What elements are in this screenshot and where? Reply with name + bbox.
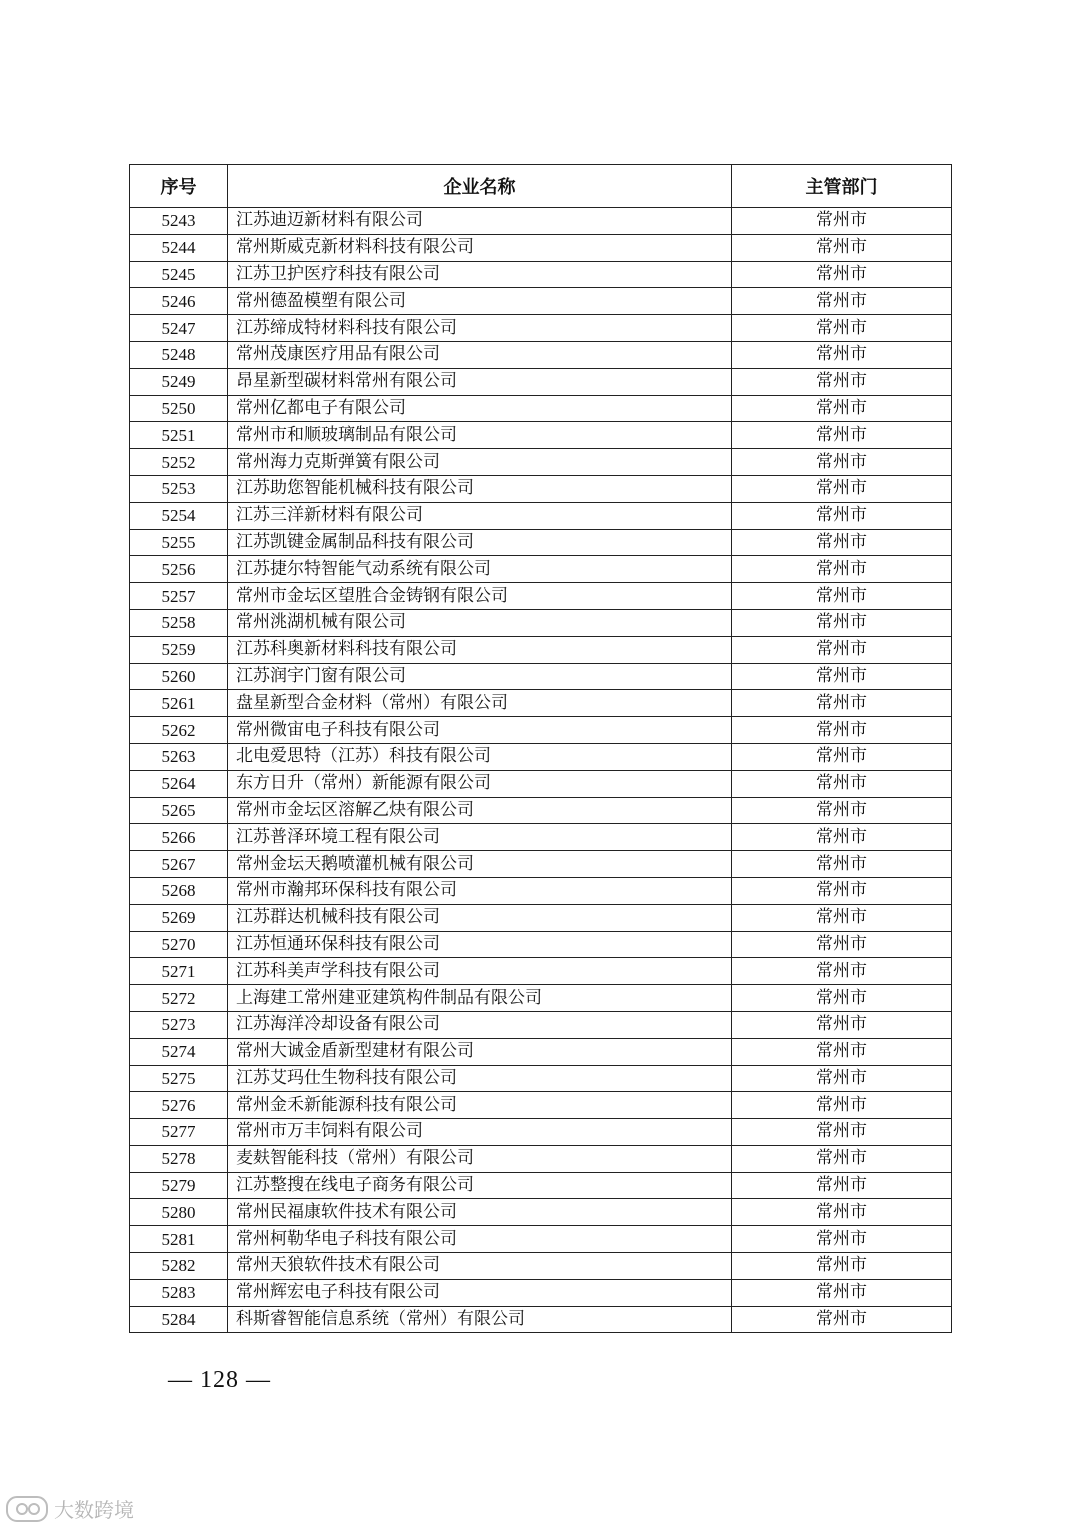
table-row xyxy=(130,958,952,985)
row-serial-number: 5276 xyxy=(130,1092,228,1119)
table-row xyxy=(130,502,952,529)
table-row xyxy=(130,904,952,931)
row-serial-number: 5262 xyxy=(130,717,228,744)
header-department: 主管部门 xyxy=(732,165,952,208)
table-row xyxy=(130,1253,952,1280)
row-department: 常州市 xyxy=(732,636,952,663)
row-department: 常州市 xyxy=(732,1226,952,1253)
table-body xyxy=(130,208,952,1333)
table-row xyxy=(130,609,952,636)
table-row xyxy=(130,824,952,851)
table-row xyxy=(130,1119,952,1146)
row-company-name: 常州金禾新能源科技有限公司 xyxy=(228,1092,732,1119)
row-department: 常州市 xyxy=(732,288,952,315)
table-row xyxy=(130,1011,952,1038)
row-serial-number: 5247 xyxy=(130,315,228,342)
row-department: 常州市 xyxy=(732,1065,952,1092)
row-company-name: 江苏普泽环境工程有限公司 xyxy=(228,824,732,851)
row-serial-number: 5255 xyxy=(130,529,228,556)
row-company-name: 江苏科美声学科技有限公司 xyxy=(228,958,732,985)
table-row xyxy=(130,797,952,824)
row-company-name: 江苏群达机械科技有限公司 xyxy=(228,904,732,931)
row-serial-number: 5263 xyxy=(130,743,228,770)
table-row xyxy=(130,931,952,958)
row-department: 常州市 xyxy=(732,261,952,288)
row-serial-number: 5260 xyxy=(130,663,228,690)
row-department: 常州市 xyxy=(732,824,952,851)
row-department: 常州市 xyxy=(732,208,952,235)
row-company-name: 江苏润宇门窗有限公司 xyxy=(228,663,732,690)
enterprise-table xyxy=(129,164,952,1333)
table-row xyxy=(130,663,952,690)
row-department: 常州市 xyxy=(732,770,952,797)
table-row xyxy=(130,717,952,744)
header-serial-number: 序号 xyxy=(130,165,228,208)
row-company-name: 江苏科奥新材料科技有限公司 xyxy=(228,636,732,663)
row-department: 常州市 xyxy=(732,797,952,824)
row-company-name: 常州洮湖机械有限公司 xyxy=(228,609,732,636)
row-department: 常州市 xyxy=(732,663,952,690)
row-department: 常州市 xyxy=(732,1172,952,1199)
row-company-name: 江苏整搜在线电子商务有限公司 xyxy=(228,1172,732,1199)
row-department: 常州市 xyxy=(732,1145,952,1172)
row-company-name: 常州亿都电子有限公司 xyxy=(228,395,732,422)
row-company-name: 常州斯威克新材料科技有限公司 xyxy=(228,234,732,261)
row-company-name: 常州市瀚邦环保科技有限公司 xyxy=(228,877,732,904)
row-department: 常州市 xyxy=(732,556,952,583)
row-serial-number: 5246 xyxy=(130,288,228,315)
table-row xyxy=(130,1038,952,1065)
row-company-name: 常州市万丰饲料有限公司 xyxy=(228,1119,732,1146)
row-company-name: 昂星新型碳材料常州有限公司 xyxy=(228,368,732,395)
row-department: 常州市 xyxy=(732,583,952,610)
row-department: 常州市 xyxy=(732,1306,952,1333)
row-department: 常州市 xyxy=(732,958,952,985)
row-company-name: 江苏恒通环保科技有限公司 xyxy=(228,931,732,958)
row-company-name: 常州民福康软件技术有限公司 xyxy=(228,1199,732,1226)
row-department: 常州市 xyxy=(732,1253,952,1280)
row-department: 常州市 xyxy=(732,851,952,878)
table-row xyxy=(130,234,952,261)
row-serial-number: 5269 xyxy=(130,904,228,931)
table-row xyxy=(130,1172,952,1199)
row-serial-number: 5274 xyxy=(130,1038,228,1065)
table-row xyxy=(130,288,952,315)
table-row xyxy=(130,851,952,878)
row-company-name: 常州市金坛区望胜合金铸钢有限公司 xyxy=(228,583,732,610)
table-row xyxy=(130,449,952,476)
row-serial-number: 5280 xyxy=(130,1199,228,1226)
table-row xyxy=(130,877,952,904)
row-department: 常州市 xyxy=(732,690,952,717)
row-serial-number: 5249 xyxy=(130,368,228,395)
row-company-name: 江苏艾玛仕生物科技有限公司 xyxy=(228,1065,732,1092)
table-row xyxy=(130,395,952,422)
row-company-name: 常州大诚金盾新型建材有限公司 xyxy=(228,1038,732,1065)
row-company-name: 常州天狼软件技术有限公司 xyxy=(228,1253,732,1280)
table-row xyxy=(130,341,952,368)
table-row xyxy=(130,690,952,717)
row-serial-number: 5268 xyxy=(130,877,228,904)
table-row xyxy=(130,1145,952,1172)
row-serial-number: 5283 xyxy=(130,1279,228,1306)
table-row xyxy=(130,556,952,583)
row-serial-number: 5251 xyxy=(130,422,228,449)
row-serial-number: 5250 xyxy=(130,395,228,422)
row-company-name: 科斯睿智能信息系统（常州）有限公司 xyxy=(228,1306,732,1333)
row-department: 常州市 xyxy=(732,475,952,502)
row-serial-number: 5273 xyxy=(130,1011,228,1038)
row-department: 常州市 xyxy=(732,904,952,931)
row-department: 常州市 xyxy=(732,449,952,476)
row-serial-number: 5265 xyxy=(130,797,228,824)
row-company-name: 常州德盈模塑有限公司 xyxy=(228,288,732,315)
page-number: — 128 — xyxy=(168,1367,271,1393)
row-department: 常州市 xyxy=(732,315,952,342)
row-serial-number: 5252 xyxy=(130,449,228,476)
watermark-logo-icon xyxy=(6,1496,48,1522)
table-row xyxy=(130,1092,952,1119)
row-serial-number: 5270 xyxy=(130,931,228,958)
row-department: 常州市 xyxy=(732,743,952,770)
table-row xyxy=(130,1306,952,1333)
row-department: 常州市 xyxy=(732,341,952,368)
row-serial-number: 5281 xyxy=(130,1226,228,1253)
table-row xyxy=(130,1226,952,1253)
row-serial-number: 5245 xyxy=(130,261,228,288)
header-company-name: 企业名称 xyxy=(228,165,732,208)
row-department: 常州市 xyxy=(732,234,952,261)
row-company-name: 江苏海洋冷却设备有限公司 xyxy=(228,1011,732,1038)
row-serial-number: 5248 xyxy=(130,341,228,368)
table-row xyxy=(130,1279,952,1306)
row-department: 常州市 xyxy=(732,395,952,422)
row-department: 常州市 xyxy=(732,502,952,529)
row-department: 常州市 xyxy=(732,985,952,1012)
row-company-name: 江苏捷尔特智能气动系统有限公司 xyxy=(228,556,732,583)
row-department: 常州市 xyxy=(732,1092,952,1119)
watermark xyxy=(6,1494,134,1523)
row-serial-number: 5243 xyxy=(130,208,228,235)
row-serial-number: 5277 xyxy=(130,1119,228,1146)
row-company-name: 江苏卫护医疗科技有限公司 xyxy=(228,261,732,288)
row-department: 常州市 xyxy=(732,1011,952,1038)
table-row xyxy=(130,529,952,556)
row-department: 常州市 xyxy=(732,1038,952,1065)
row-serial-number: 5275 xyxy=(130,1065,228,1092)
table-row xyxy=(130,475,952,502)
row-serial-number: 5258 xyxy=(130,609,228,636)
row-company-name: 常州市金坛区溶解乙炔有限公司 xyxy=(228,797,732,824)
row-company-name: 江苏三洋新材料有限公司 xyxy=(228,502,732,529)
row-serial-number: 5264 xyxy=(130,770,228,797)
row-serial-number: 5272 xyxy=(130,985,228,1012)
row-company-name: 常州金坛天鹅喷灌机械有限公司 xyxy=(228,851,732,878)
row-company-name: 常州微宙电子科技有限公司 xyxy=(228,717,732,744)
row-serial-number: 5271 xyxy=(130,958,228,985)
row-serial-number: 5261 xyxy=(130,690,228,717)
row-department: 常州市 xyxy=(732,368,952,395)
row-company-name: 常州海力克斯弹簧有限公司 xyxy=(228,449,732,476)
table-row xyxy=(130,261,952,288)
row-department: 常州市 xyxy=(732,877,952,904)
row-department: 常州市 xyxy=(732,1199,952,1226)
watermark-text: 大数跨境 xyxy=(54,1498,134,1522)
row-company-name: 北电爱思特（江苏）科技有限公司 xyxy=(228,743,732,770)
row-department: 常州市 xyxy=(732,529,952,556)
row-department: 常州市 xyxy=(732,931,952,958)
row-company-name: 江苏凯键金属制品科技有限公司 xyxy=(228,529,732,556)
row-serial-number: 5244 xyxy=(130,234,228,261)
row-serial-number: 5253 xyxy=(130,475,228,502)
row-serial-number: 5267 xyxy=(130,851,228,878)
row-company-name: 盘星新型合金材料（常州）有限公司 xyxy=(228,690,732,717)
row-company-name: 常州辉宏电子科技有限公司 xyxy=(228,1279,732,1306)
table-row xyxy=(130,315,952,342)
table-row xyxy=(130,422,952,449)
table-row xyxy=(130,368,952,395)
row-company-name: 常州市和顺玻璃制品有限公司 xyxy=(228,422,732,449)
row-department: 常州市 xyxy=(732,609,952,636)
row-serial-number: 5282 xyxy=(130,1253,228,1280)
row-company-name: 江苏迪迈新材料有限公司 xyxy=(228,208,732,235)
row-serial-number: 5254 xyxy=(130,502,228,529)
row-department: 常州市 xyxy=(732,717,952,744)
table-row xyxy=(130,583,952,610)
table-row xyxy=(130,1065,952,1092)
row-serial-number: 5266 xyxy=(130,824,228,851)
row-serial-number: 5279 xyxy=(130,1172,228,1199)
table-row xyxy=(130,985,952,1012)
table-row xyxy=(130,1199,952,1226)
row-company-name: 常州茂康医疗用品有限公司 xyxy=(228,341,732,368)
row-serial-number: 5256 xyxy=(130,556,228,583)
table-header-row xyxy=(130,165,952,208)
row-department: 常州市 xyxy=(732,1119,952,1146)
row-company-name: 上海建工常州建亚建筑构件制品有限公司 xyxy=(228,985,732,1012)
row-company-name: 江苏缔成特材料科技有限公司 xyxy=(228,315,732,342)
row-company-name: 东方日升（常州）新能源有限公司 xyxy=(228,770,732,797)
row-serial-number: 5278 xyxy=(130,1145,228,1172)
row-company-name: 江苏助您智能机械科技有限公司 xyxy=(228,475,732,502)
table-row xyxy=(130,743,952,770)
table-row xyxy=(130,208,952,235)
row-serial-number: 5284 xyxy=(130,1306,228,1333)
row-serial-number: 5257 xyxy=(130,583,228,610)
table-row xyxy=(130,636,952,663)
row-department: 常州市 xyxy=(732,422,952,449)
row-company-name: 常州柯勒华电子科技有限公司 xyxy=(228,1226,732,1253)
row-company-name: 麦麸智能科技（常州）有限公司 xyxy=(228,1145,732,1172)
row-department: 常州市 xyxy=(732,1279,952,1306)
row-serial-number: 5259 xyxy=(130,636,228,663)
table-row xyxy=(130,770,952,797)
